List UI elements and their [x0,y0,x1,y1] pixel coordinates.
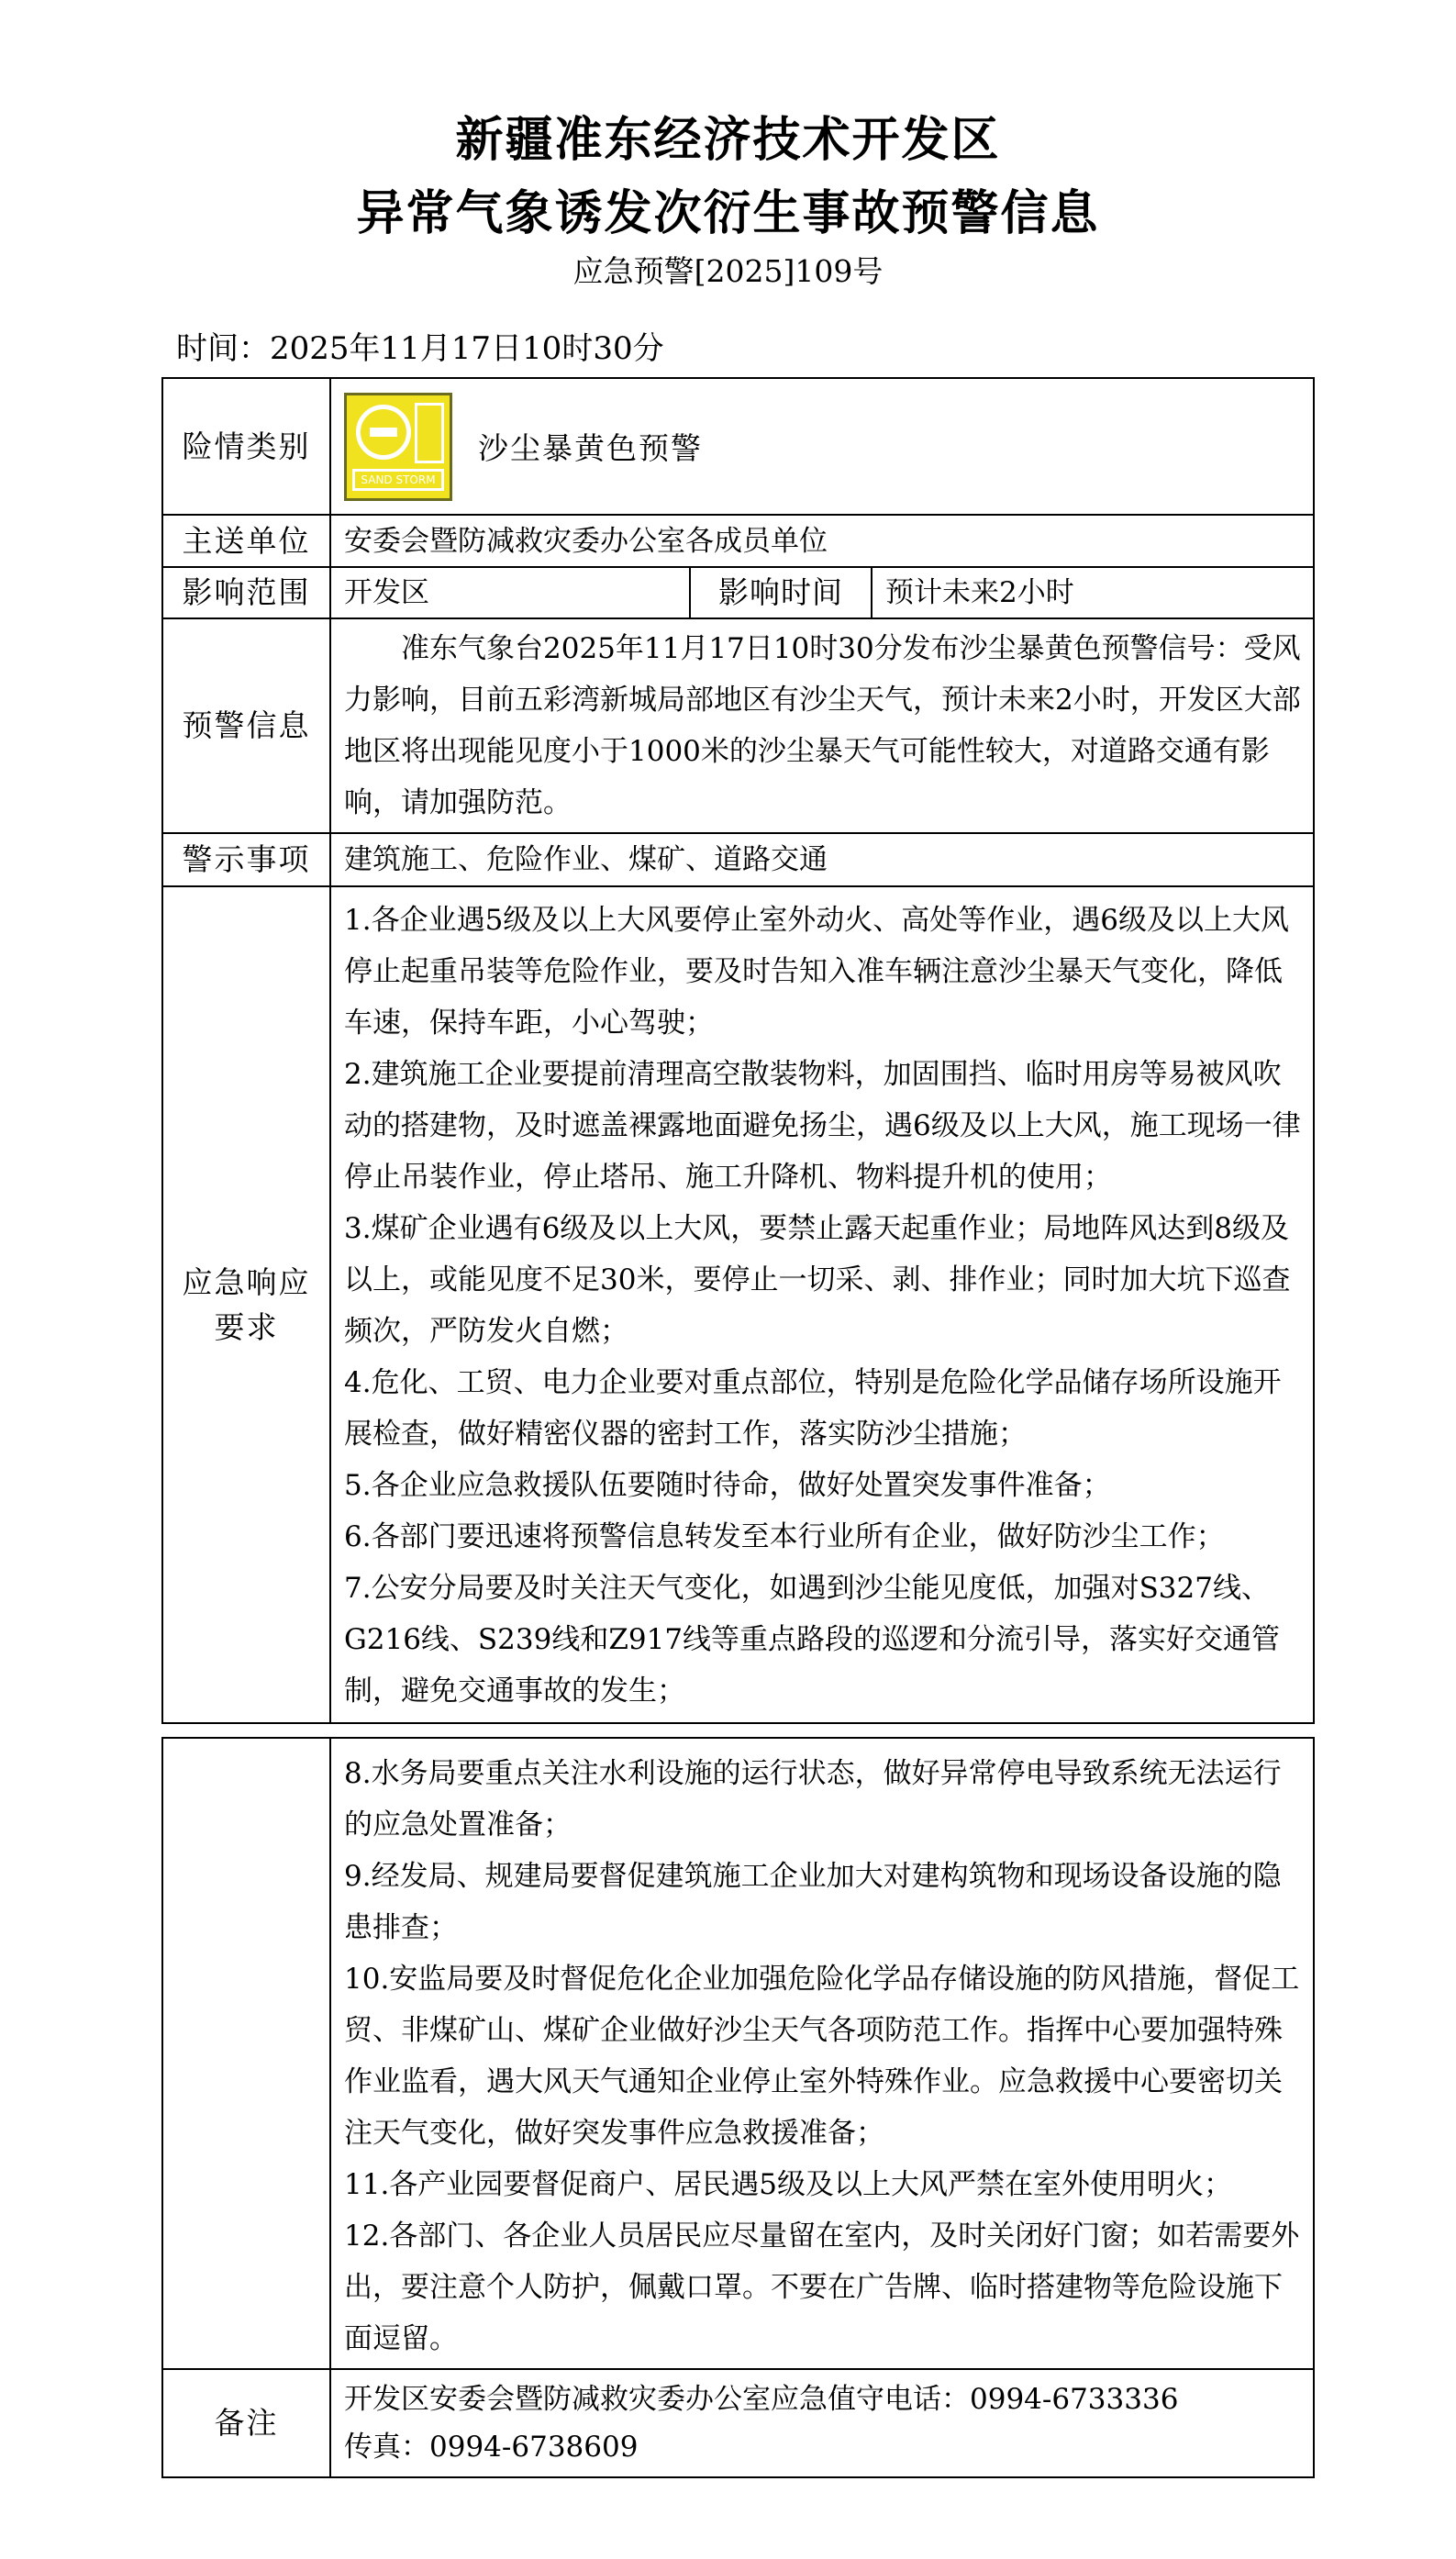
caution-label: 警示事项 [162,833,330,886]
response-item-12: 12.各部门、各企业人员居民应尽量留在室内，及时关闭好门窗；如若需要外出，要注意个人防护，佩戴口罩。不要在广告牌、临时搭建物等危险设施下面逗留。 [344,2220,1300,2355]
sandstorm-yellow-warning-icon: SAND STORM [344,393,452,501]
row-remarks [162,2369,1314,2477]
response-item-9: 9.经发局、规建局要督促建筑施工企业加大对建构筑物和现场设备设施的隐患排查； [344,1860,1282,1944]
hazard-type-cell [330,378,1314,515]
warning-table-continued [161,1737,1315,2478]
row-warning-info [162,618,1314,833]
remarks-value [330,2369,1314,2477]
hazard-type-label: 险情类别 [162,378,330,515]
response-items-page-1 [330,886,1314,1723]
warning-info-label: 预警信息 [162,618,330,833]
row-scope [162,567,1314,618]
row-recipients [162,515,1314,567]
response-item-2: 2.建筑施工企业要提前清理高空散装物料，加固围挡、临时用房等易被风吹动的搭建物，及时遮盖裸露地面避免扬尘，遇6级及以上大风，施工现场一律停止吊装作业，停止塔吊、施工升降机、物料提升机的使用； [344,1058,1301,1194]
row-response-continued [162,1738,1314,2369]
recipients-value: 安委会暨防减救灾委办公室各成员单位 [330,515,1314,567]
response-item-10: 10.安监局要及时督促危化企业加强危险化学品存储设施的防风措施，督促工贸、非煤矿山、煤矿企业做好沙尘天气各项防范工作。指挥中心要加强特殊作业监看，遇大风天气通知企业停止室外特殊作业。应急救援中心要密切关注天气变化，做好突发事件应急救援准备； [344,1963,1300,2150]
response-label [162,886,330,1723]
document-title-line-2: 异常气象诱发次衍生事故预警信息 [356,186,1100,241]
recipients-label: 主送单位 [162,515,330,567]
response-item-4: 4.危化、工贸、电力企业要对重点部位，特别是危险化学品储存场所设施开展检查，做好精密仪器的密封工作，落实防沙尘措施； [344,1366,1282,1451]
impact-time-label: 影响时间 [690,567,872,618]
remarks-phone: 开发区安委会暨防减救灾委办公室应急值守电话：0994-6733336 [344,2383,1179,2416]
response-item-1: 1.各企业遇5级及以上大风要停止室外动火、高处等作业，遇6级及以上大风停止起重吊装等危险作业，要及时告知入准车辆注意沙尘暴天气变化，降低车速，保持车距，小心驾驶； [344,904,1290,1040]
response-items-page-2 [330,1738,1314,2369]
response-label-line-2: 要求 [214,1309,279,1345]
impact-time-value: 预计未来2小时 [872,567,1314,618]
document-number: 应急预警[2025]109号 [572,253,884,289]
response-item-5: 5.各企业应急救援队伍要随时待命，做好处置突发事件准备； [344,1469,1111,1502]
response-label-line-1: 应急响应 [182,1263,311,1300]
issue-time: 时间：2025年11月17日10时30分 [176,330,664,367]
row-response [162,886,1314,1723]
response-item-3: 3.煤矿企业遇有6级及以上大风，要禁止露天起重作业；局地阵风达到8级及以上，或能见度不足30米，要停止一切采、剥、排作业；同时加大坑下巡查频次，严防发火自燃； [344,1212,1291,1348]
response-item-11: 11.各产业园要督促商户、居民遇5级及以上大风严禁在室外使用明火； [344,2168,1233,2201]
row-caution [162,833,1314,886]
remarks-fax: 传真：0994-6738609 [344,2431,639,2464]
response-item-6: 6.各部门要迅速将预警信息转发至本行业所有企业，做好防沙尘工作； [344,1520,1225,1553]
scope-value: 开发区 [330,567,690,618]
response-item-7: 7.公安分局要及时关注天气变化，如遇到沙尘能见度低，加强对S327线、G216线、S239线和Z917线等重点路段的巡逻和分流引导，落实好交通管制，避免交通事故的发生； [344,1572,1281,1708]
caution-value: 建筑施工、危险作业、煤矿、道路交通 [330,833,1314,886]
document-title-line-1: 新疆准东经济技术开发区 [455,113,1001,168]
row-hazard-type [162,378,1314,515]
response-item-8: 8.水务局要重点关注水利设施的运行状态，做好异常停电导致系统无法运行的应急处置准备； [344,1757,1282,1841]
warning-info-value: 准东气象台2025年11月17日10时30分发布沙尘暴黄色预警信号：受风力影响，目前五彩湾新城局部地区有沙尘天气，预计未来2小时，开发区大部地区将出现能见度小于1000米的沙尘暴天气可能性较大，对道路交通有影响，请加强防范。 [330,618,1314,833]
response-label-continued [162,1738,330,2369]
scope-label: 影响范围 [162,567,330,618]
warning-table [161,377,1315,1724]
hazard-type-value: 沙尘暴黄色预警 [478,430,703,466]
remarks-label: 备注 [162,2369,330,2477]
